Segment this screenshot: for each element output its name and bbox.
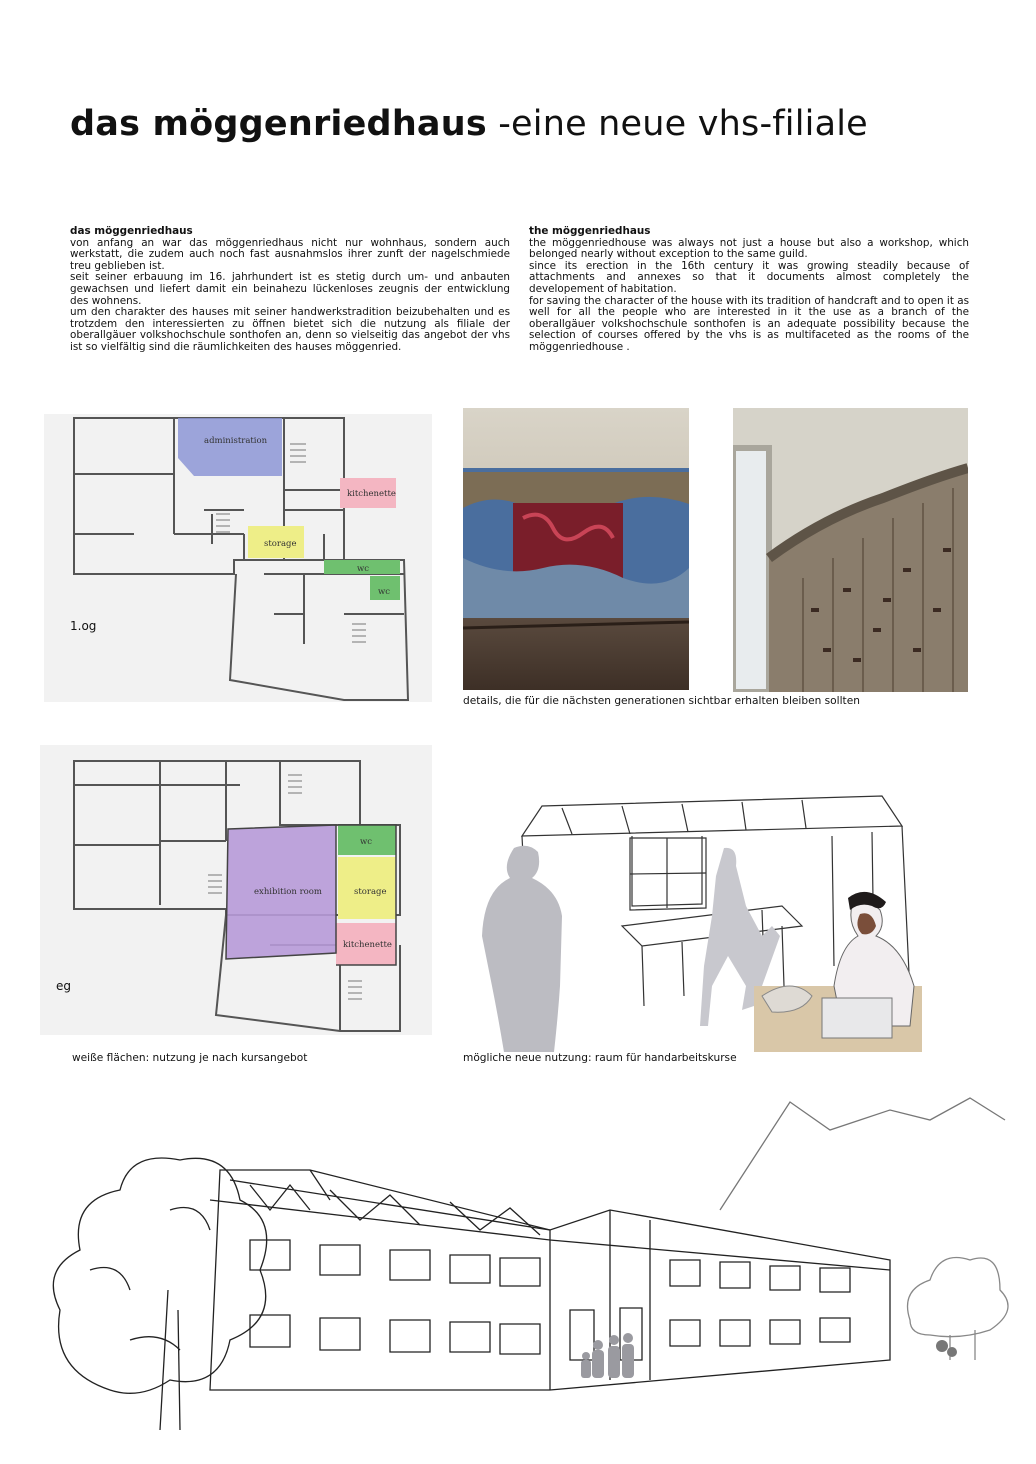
german-paragraph-3: um den charakter des hauses mit seiner handwerkstradition beizubehalten und es trotzdem den interessierten zu öffnen bietet sich die nutzung als filiale der oberallgäuer volkshochschule sonthofen an, denn so vielseitig das angebot der vhs ist so vielfältig sind die räumlichkeiten des hauses möggenried.: [70, 306, 510, 353]
floor-plan-upper: [44, 414, 432, 702]
caption-new-use: mögliche neue nutzung: raum für handarbeitskurse: [463, 1052, 737, 1064]
german-heading: das möggenriedhaus: [70, 225, 193, 237]
sketch-handcraft-room: [462, 786, 952, 1052]
english-heading: the möggenriedhaus: [529, 225, 651, 237]
english-text-column: [529, 226, 969, 354]
english-paragraph-1: the möggenriedhouse was always not just a house but also a workshop, which belonged nearly without exception to the same guild.: [529, 236, 969, 261]
label-wc1: wc: [357, 564, 370, 574]
label-administration: administration: [204, 436, 268, 446]
label-storage: storage: [264, 539, 297, 549]
english-paragraph-3: for saving the character of the house with its tradition of handcraft and to open it as well for all the people who are interested in it the use as a branch of the oberallgäuer volkshochschule sonthofen is an adequate possibility because the selection of courses offered by the vhs is as multifaceted as the rooms of the möggenriedhouse .: [529, 294, 969, 353]
label-kitchenette-eg: kitchenette: [343, 940, 392, 950]
label-wc2: wc: [378, 587, 391, 597]
photo-painted-detail: [463, 408, 689, 690]
title-rest: -eine neue vhs-filiale: [486, 104, 868, 144]
caption-white-areas: weiße flächen: nutzung je nach kursangebot: [72, 1052, 308, 1064]
plan-upper-tag: 1.og: [70, 619, 97, 633]
floor-plan-ground: [40, 745, 432, 1035]
page-title: [70, 104, 868, 144]
german-text-column: [70, 226, 510, 354]
sketch-house-elevation: [30, 1090, 1020, 1440]
photo-nail-wall: [733, 408, 968, 692]
room-administration-area: [178, 418, 282, 476]
label-storage-eg: storage: [354, 887, 387, 897]
german-paragraph-2: seit seiner erbauung im 16. jahrhundert ist es stetig durch um- und anbauten gewachsen und liefert damit ein beinahezu lückenloses zeugnis der entwicklung des wohnens.: [70, 271, 510, 307]
figure-standing: [482, 846, 562, 1052]
german-paragraph-1: von anfang an war das möggenriedhaus nicht nur wohnhaus, sondern auch werkstatt, die zudem auch noch fast ausnahmslos ihrer zunft der nagelschmiede treu geblieben ist.: [70, 236, 510, 272]
english-paragraph-2: since its erection in the 16th century it was growing steadily because of attachments and annexes so that it documents almost completely the developement of habitation.: [529, 259, 969, 295]
title-bold: das möggenriedhaus: [70, 104, 487, 144]
label-wc-eg: wc: [360, 837, 373, 847]
label-exhibition: exhibition room: [254, 887, 322, 897]
plan-ground-tag: eg: [56, 979, 71, 993]
caption-details: details, die für die nächsten generationen sichtbar erhalten bleiben sollten: [463, 695, 860, 707]
label-kitchenette: kitchenette: [347, 489, 396, 499]
